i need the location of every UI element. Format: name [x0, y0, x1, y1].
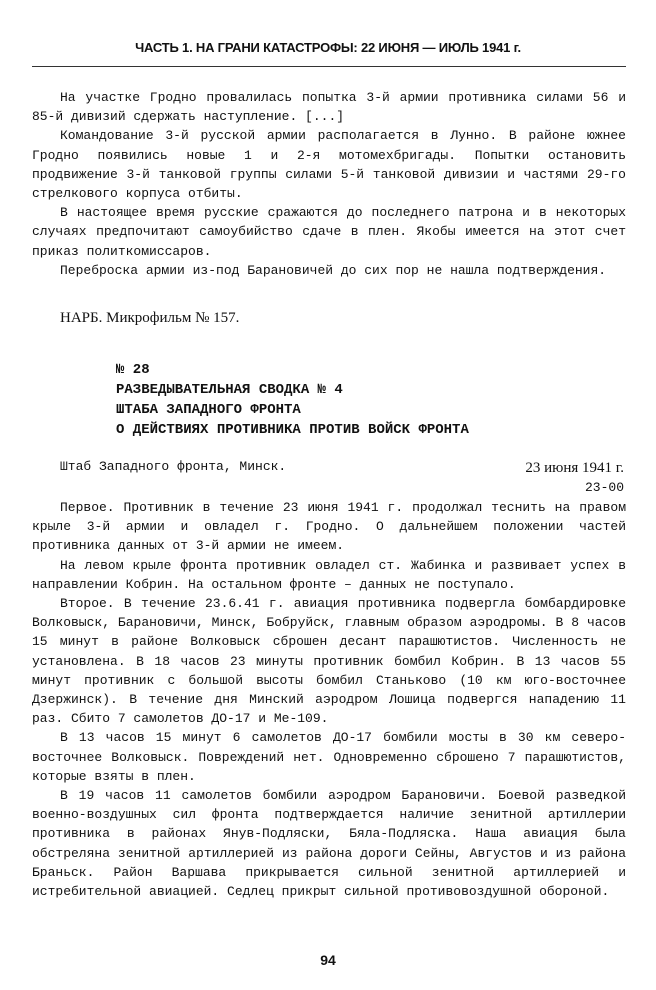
paragraph: На левом крыле фронта противник овладел ст. Жабинка и развивает успех в направлении Кобрин. На остальном фронте – данных не поступало. — [32, 557, 626, 592]
archive-source: НАРБ. Микрофильм № 157. — [60, 310, 240, 326]
document-time: 23-00 — [584, 480, 624, 495]
header-divider — [32, 66, 626, 67]
paragraph: В 13 часов 15 минут 6 самолетов ДО-17 бомбили мосты в 30 км северо-восточнее Волковыск. Повреждений нет. Одновременно сброшено 7 парашютистов, которые взяты в плен. — [32, 730, 626, 784]
document-body — [32, 498, 626, 901]
document-title-line: РАЗВЕДЫВАТЕЛЬНАЯ СВОДКА № 4 — [116, 382, 343, 398]
paragraph: Переброска армии из-под Барановичей до сих пор не нашла подтверждения. — [60, 262, 607, 278]
paragraph: В настоящее время русские сражаются до последнего патрона и в некоторых случаях предпочитают самоубийство сдаче в плен. Якобы имеется на этот счет приказ политкомиссаров. — [32, 205, 626, 259]
document-title-line: О ДЕЙСТВИЯХ ПРОТИВНИКА ПРОТИВ ВОЙСК ФРОНТА — [116, 422, 469, 438]
previous-document-text — [32, 88, 626, 280]
document-place: Штаб Западного фронта, Минск. — [60, 459, 287, 474]
paragraph: На участке Гродно провалилась попытка 3-й армии противника силами 56 и 85-й дивизий сдержать наступление. [...] — [32, 90, 626, 125]
paragraph: Первое. Противник в течение 23 июня 1941 г. продолжал теснить на правом крыле 3-й армии и овладел г. Гродно. О дальнейшем положении частей противника данных от 3-й армии не имеем. — [32, 500, 626, 554]
paragraph: В 19 часов 11 самолетов бомбили аэродром Барановичи. Боевой разведкой военно-воздушных сил фронта подтверждается наличие зенитной артиллерии противника в районах Янув-Подляски, Бяла-Подляска. Наша авиация была обстреляна зенитной артиллерией из района дороги Сейны, Августов и из района Браньск. Район Варшава прикрывается сильной зенитной артиллерией и истребительной авиацией. Седлец прикрыт сильной противовоздушной обороной. — [32, 788, 626, 900]
running-header: ЧАСТЬ 1. НА ГРАНИ КАТАСТРОФЫ: 22 ИЮНЯ — ИЮЛЬ 1941 г. — [135, 40, 521, 55]
paragraph: Второе. В течение 23.6.41 г. авиация противника подвергла бомбардировке Волковыск, Барановичи, Минск, Бобруйск, главным образом аэродромы. В 8 часов 15 минут в районе Волковыск сброшен десант парашютистов. Численность не установлена. В 18 часов 23 минуты противник бомбил Кобрин. В 13 часов 55 минут противник с большой высоты бомбил Станьково (10 км юго-восточнее Дзержинск). В течение дня Минский аэродром Лошица подвергся нападению 11 раз. Сбито 7 самолетов ДО-17 и Ме-109. — [32, 596, 626, 727]
document-date: 23 июня 1941 г. — [525, 460, 624, 476]
document-datetime — [525, 459, 624, 497]
page-number: 94 — [320, 952, 336, 968]
document-number: № 28 — [116, 362, 150, 378]
document-heading — [116, 360, 596, 440]
paragraph: Командование 3-й русской армии располагается в Лунно. В районе южнее Гродно появились новые 1 и 2-я мотомехбригады. Попытки остановить продвижение 3-й танковой группы силами 5-й танковой дивизии и частями 29-го стрелкового корпуса отбиты. — [32, 128, 626, 202]
document-title-line: ШТАБА ЗАПАДНОГО ФРОНТА — [116, 402, 301, 418]
